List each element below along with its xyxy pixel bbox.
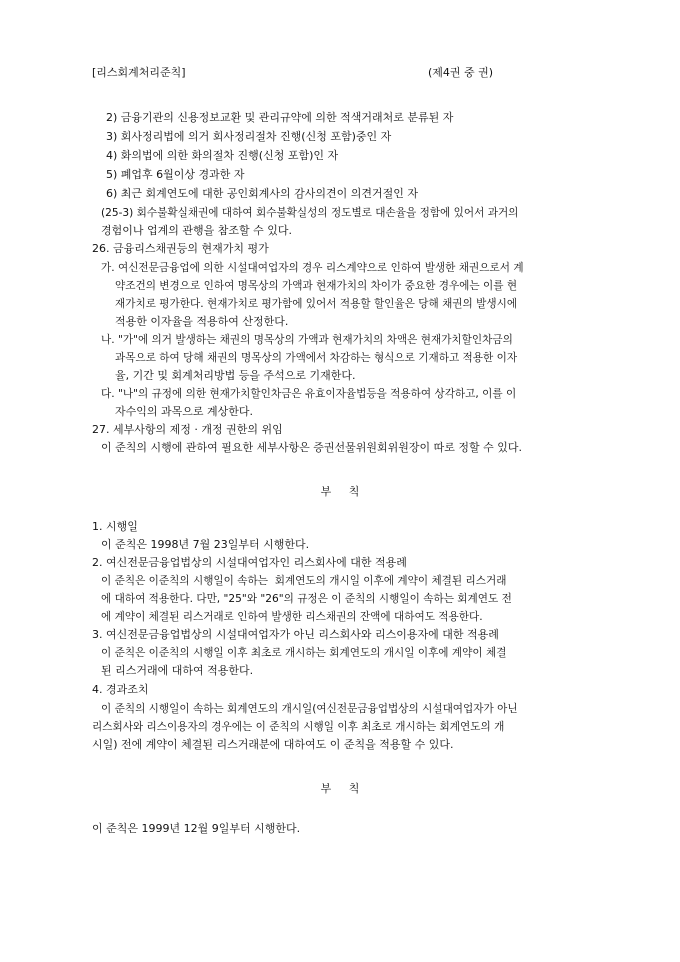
buchik-heading-1: 부 칙 xyxy=(320,485,360,498)
para-na-line1: 나. "가"에 의거 발생하는 채권의 명목상의 가액과 현재가치의 차액은 현재가치할인차금의 xyxy=(101,334,513,346)
para-25-3-line2: 경험이나 업계의 관행을 참조할 수 있다. xyxy=(101,224,292,237)
para-ga-line1: 가. 여신전문금융업에 의한 시설대여업자의 경우 리스계약으로 인하여 발생한 채권으로서 계 xyxy=(101,262,524,274)
para-ga-line4: 적용한 이자율을 적용하여 산정한다. xyxy=(115,315,289,328)
transition-title: 4. 경과조치 xyxy=(92,683,149,696)
enforcement-title: 1. 시행일 xyxy=(92,520,138,533)
application-1-title: 2. 여신전문금융업법상의 시설대여업자인 리스회사에 대한 적용례 xyxy=(92,556,407,569)
item-6: 6) 최근 회계연도에 대한 공인회계사의 감사의견이 의견거절인 자 xyxy=(106,187,419,200)
buchik-heading-2: 부 칙 xyxy=(320,782,360,795)
para-na-line2: 과목으로 하여 당해 채권의 명목상의 가액에서 차감하는 형식으로 기재하고 적용한 이자 xyxy=(115,352,518,364)
application-2-line1: 이 준칙은 이준칙의 시행일 이후 최초로 개시하는 회계연도의 개시일 이후에 계약이 체결 xyxy=(101,647,507,659)
transition-line3: 시일) 전에 계약이 체결된 리스거래분에 대하여도 이 준칙을 적용할 수 있다. xyxy=(92,738,454,751)
application-2-title: 3. 여신전문금융업법상의 시설대여업자가 아닌 리스회사와 리스이용자에 대한 적용례 xyxy=(92,628,499,641)
item-2: 2) 금융기관의 신용정보교환 및 관리규약에 의한 적색거래처로 분류된 자 xyxy=(106,111,454,124)
transition-line2: 리스회사와 리스이용자의 경우에는 이 준칙의 시행일 이후 최초로 개시하는 회계연도의 개 xyxy=(92,721,505,733)
section-27-body: 이 준칙의 시행에 관하여 필요한 세부사항은 증권선물위원회위원장이 따로 정할 수 있다. xyxy=(101,441,522,454)
enforcement-body: 이 준칙은 1998년 7월 23일부터 시행한다. xyxy=(101,538,310,551)
header-right: (제4권 중 권) xyxy=(428,66,494,79)
para-25-3-line1: (25-3) 회수불확실채권에 대하여 회수불확실성의 정도별로 대손율을 정함에 있어서 과거의 xyxy=(101,207,519,219)
para-da-line2: 자수익의 과목으로 계상한다. xyxy=(115,405,254,418)
section-27-title: 27. 세부사항의 제정 · 개정 권한의 위임 xyxy=(92,423,283,436)
para-ga-line2: 약조건의 변경으로 인하여 명목상의 가액과 현재가치의 차이가 중요한 경우에는 이를 현 xyxy=(115,280,518,292)
application-1-line3: 에 계약이 체결된 리스거래로 인하여 발생한 리스채권의 잔액에 대하여도 적용한다. xyxy=(101,611,483,623)
final-enforcement-line: 이 준칙은 1999년 12월 9일부터 시행한다. xyxy=(92,822,301,835)
item-4: 4) 화의법에 의한 화의절차 진행(신청 포함)인 자 xyxy=(106,149,339,162)
application-1-line1: 이 준칙은 이준칙의 시행일이 속하는 회계연도의 개시일 이후에 계약이 체결된 리스거래 xyxy=(101,575,507,587)
para-na-line3: 율, 기간 및 회계처리방법 등을 주석으로 기재한다. xyxy=(115,369,356,382)
para-da-line1: 다. "나"의 규정에 의한 현재가치할인차금은 유효이자율법등을 적용하여 상각하고, 이를 이 xyxy=(101,388,517,400)
application-2-line2: 된 리스거래에 대하여 적용한다. xyxy=(101,664,254,677)
para-ga-line3: 재가치로 평가한다. 현재가치로 평가함에 있어서 적용할 할인율은 당해 채권의 발생시에 xyxy=(115,298,518,310)
header-left: [리스회계처리준칙] xyxy=(92,66,186,79)
item-5: 5) 폐업후 6월이상 경과한 자 xyxy=(106,168,245,181)
section-26-title: 26. 금융리스채권등의 현재가치 평가 xyxy=(92,242,269,255)
transition-line1: 이 준칙의 시행일이 속하는 회계연도의 개시일(여신전문금융업법상의 시설대여업자가 아닌 xyxy=(101,703,518,715)
item-3: 3) 회사정리법에 의거 회사정리절차 진행(신청 포함)중인 자 xyxy=(106,130,392,143)
application-1-line2: 에 대하여 적용한다. 다만, "25"와 "26"의 규정은 이 준칙의 시행일이 속하는 회계연도 전 xyxy=(101,593,512,605)
